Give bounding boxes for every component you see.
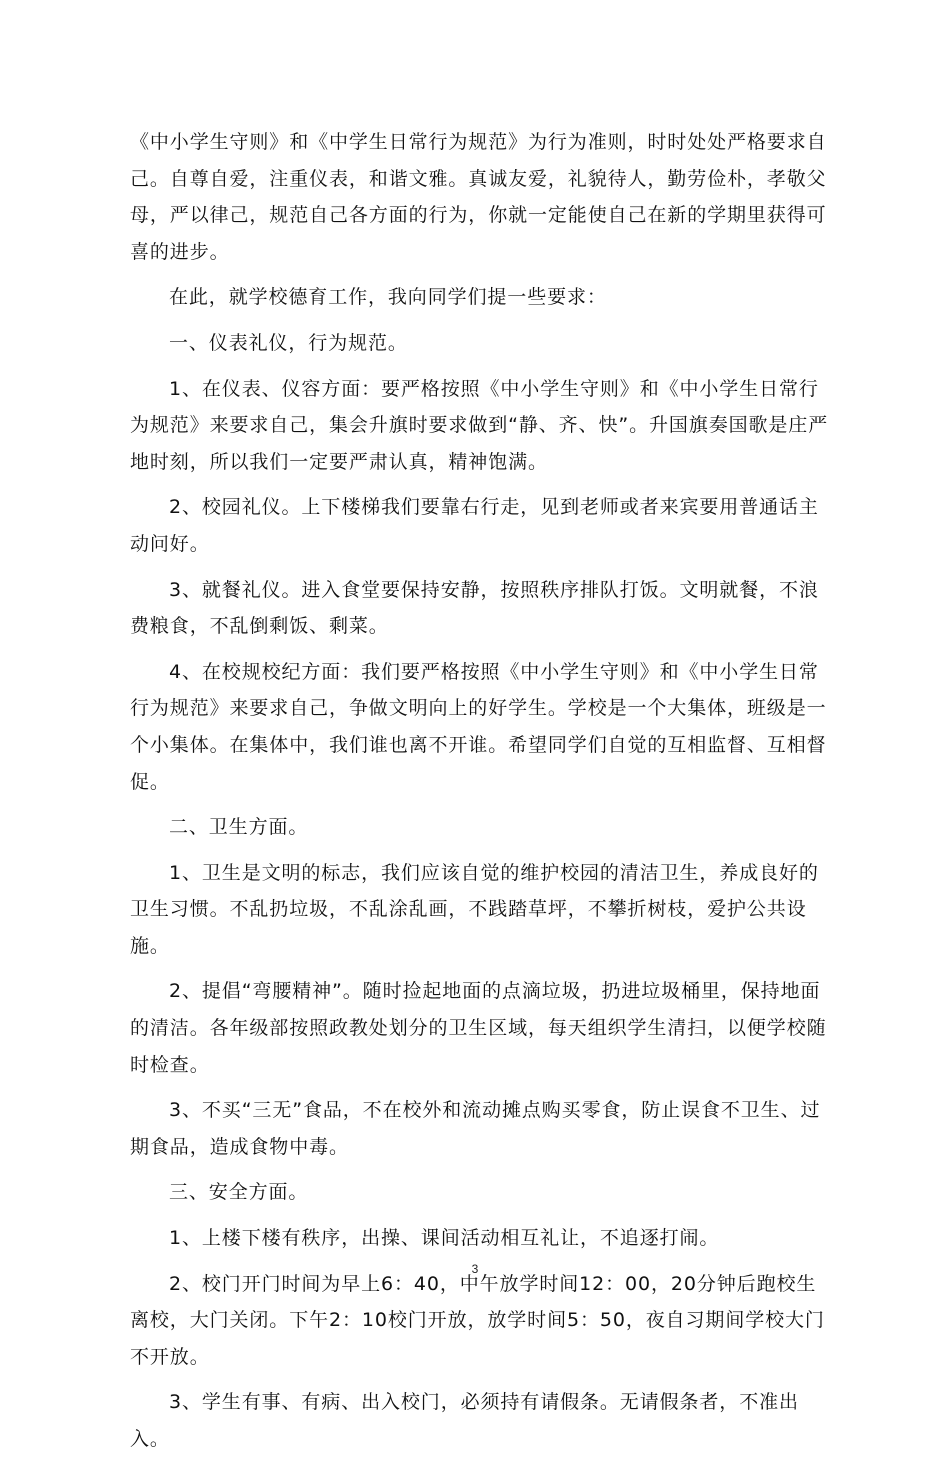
list-item-gate-times: 2、校门开门时间为早上6：40，中午放学时间12：00，20分钟后跑校生离校，大门关闭。下午2：10校门开放，放学时间5：50，夜自习期间学校大门不开放。 — [130, 1272, 825, 1368]
section-heading-hygiene: 二、卫生方面。 — [169, 816, 309, 839]
page-number: 3 — [471, 1262, 479, 1276]
list-item-food-safety: 3、不买“三无”食品，不在校外和流动摊点购买零食，防止误食不卫生、过期食品，造成食物中毒。 — [130, 1099, 821, 1158]
list-item-hygiene-habits: 1、卫生是文明的标志，我们应该自觉的维护校园的清洁卫生，养成良好的卫生习惯。不乱扔垃圾，不乱涂乱画，不践踏草坪，不攀折树枝，爱护公共设施。 — [130, 861, 819, 957]
section-heading-etiquette: 一、仪表礼仪，行为规范。 — [169, 331, 408, 354]
list-item-campus-etiquette: 2、校园礼仪。上下楼梯我们要靠右行走，见到老师或者来宾要用普通话主动问好。 — [130, 496, 819, 555]
list-item-leave-slip: 3、学生有事、有病、出入校门，必须持有请假条。无请假条者，不准出入。 — [130, 1391, 799, 1450]
section-heading-safety: 三、安全方面。 — [169, 1181, 309, 1204]
paragraph-intro-continued: 《中小学生守则》和《中学生日常行为规范》为行为准则，时时处处严格要求自己。自尊自爱，注重仪表，和谐文雅。真诚友爱，礼貌待人，勤劳俭朴，孝敬父母，严以律己，规范自己各方面的行为，你就一定能使自己在新的学期里获得可喜的进步。 — [130, 131, 827, 263]
list-item-school-rules: 4、在校规校纪方面：我们要严格按照《中小学生守则》和《中小学生日常行为规范》来要求自己，争做文明向上的好学生。学校是一个大集体，班级是一个小集体。在集体中，我们谁也离不开谁。希望同学们自觉的互相监督、互相督促。 — [130, 660, 827, 793]
list-item-bending-spirit: 2、提倡“弯腰精神”。随时捡起地面的点滴垃圾，扔进垃圾桶里，保持地面的清洁。各年级部按照政教处划分的卫生区域，每天组织学生清扫，以便学校随时检查。 — [130, 980, 827, 1076]
list-item-stairs-order: 1、上楼下楼有秩序，出操、课间活动相互礼让，不追逐打闹。 — [169, 1227, 720, 1250]
paragraph-requirements-intro: 在此，就学校德育工作，我向同学们提一些要求： — [169, 286, 607, 309]
list-item-appearance: 1、在仪表、仪容方面：要严格按照《中小学生守则》和《中小学生日常行为规范》来要求自己，集会升旗时要求做到“静、齐、快”。升国旗奏国歌是庄严地时刻，所以我们一定要严肃认真，精神饱满。 — [130, 377, 829, 473]
list-item-dining-etiquette: 3、就餐礼仪。进入食堂要保持安静，按照秩序排队打饭。文明就餐，不浪费粮食，不乱倒剩饭、剩菜。 — [130, 578, 819, 638]
